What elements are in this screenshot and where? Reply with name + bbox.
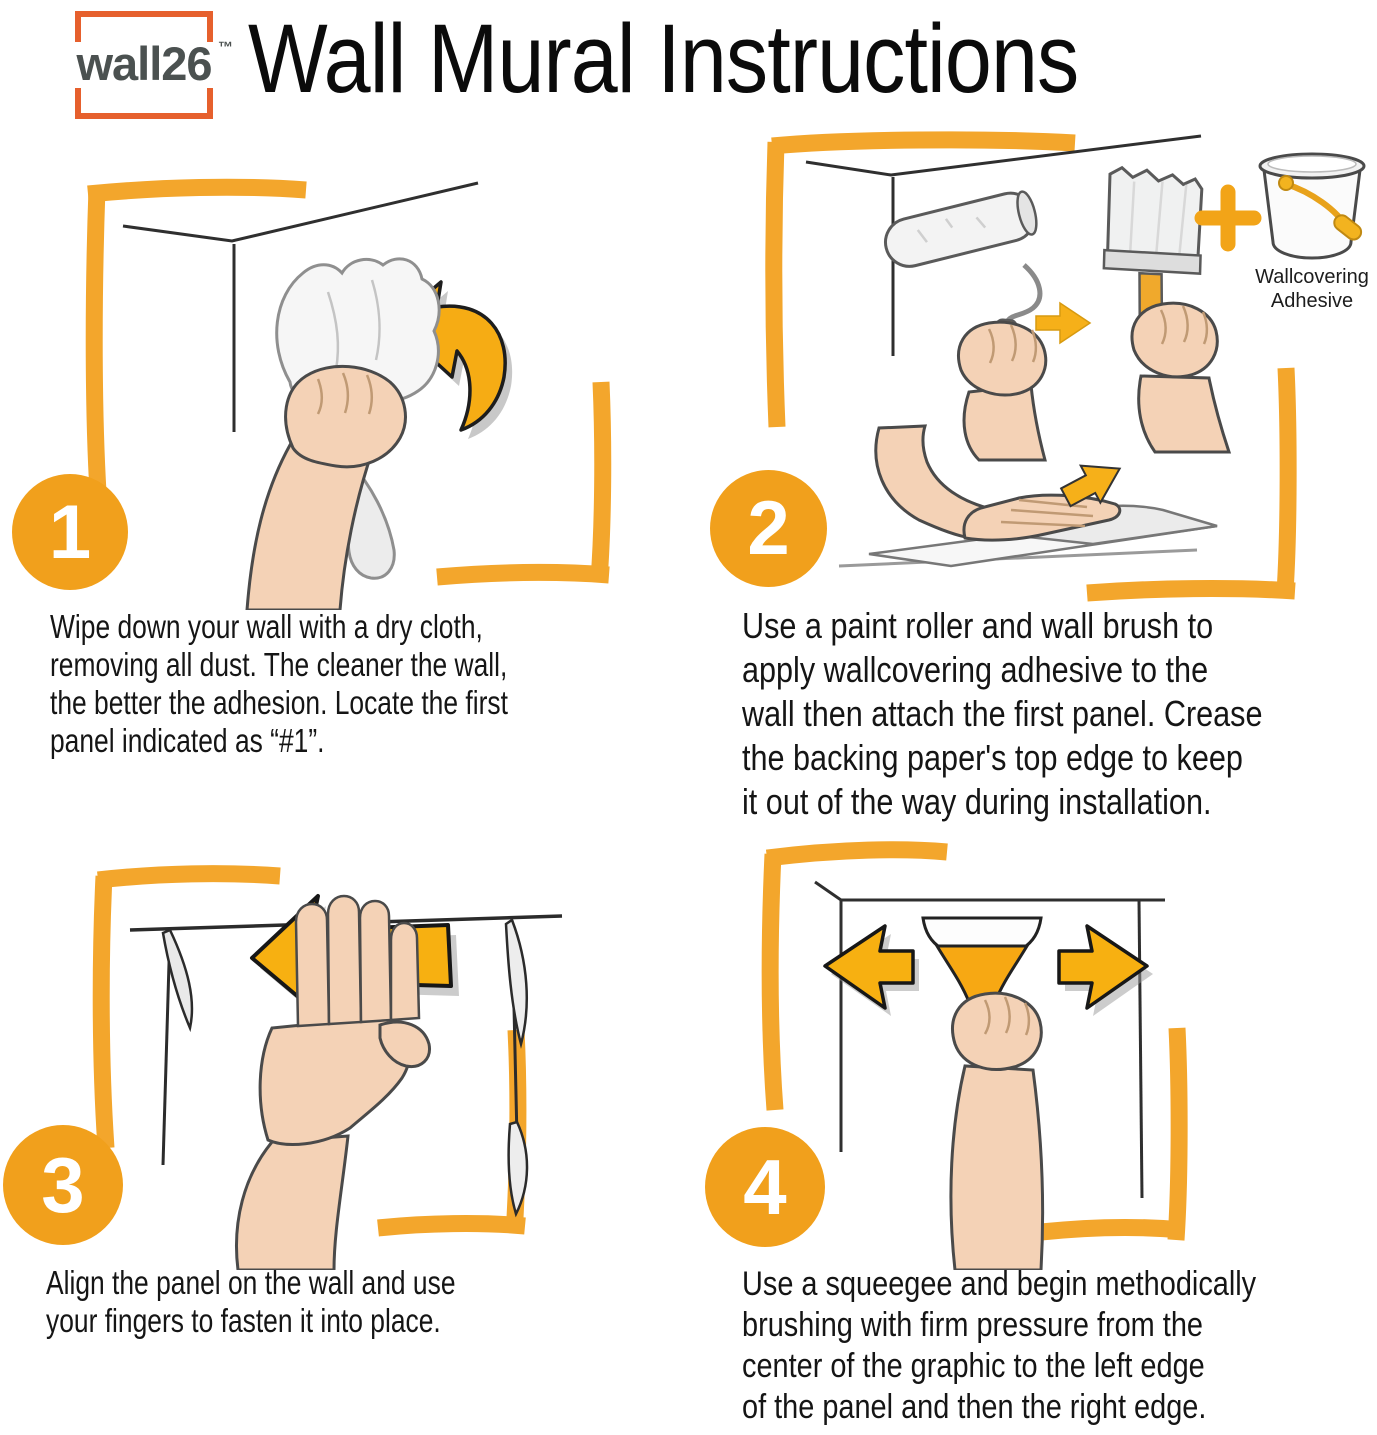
roller-hand-icon xyxy=(959,322,1046,460)
text-line: your fingers to fasten it into place. xyxy=(46,1302,441,1339)
step2-number-badge xyxy=(710,470,827,587)
text-line: panel indicated as “#1”. xyxy=(50,722,325,759)
adhesive-label-line2: Adhesive xyxy=(1270,290,1354,312)
corner-bracket-bottom-right-icon xyxy=(437,382,609,580)
step-number: 4 xyxy=(743,1142,787,1231)
arrow-right-icon xyxy=(1036,303,1090,343)
brush-hand-icon xyxy=(1132,303,1229,452)
step4-number-badge xyxy=(705,1127,825,1247)
text-line: Use a paint roller and wall brush to xyxy=(742,605,1214,646)
step1-description xyxy=(50,608,508,760)
text-line: it out of the way during installation. xyxy=(742,781,1212,822)
logo-wordmark: wall26 xyxy=(76,37,212,90)
step2-description xyxy=(742,604,1262,824)
text-line: removing all dust. The cleaner the wall, xyxy=(50,646,508,683)
step3-number-badge xyxy=(3,1125,123,1245)
step4-description xyxy=(742,1264,1256,1428)
squeegee-hand-icon xyxy=(951,993,1043,1270)
left-arrow-icon xyxy=(825,926,919,1016)
step-number: 2 xyxy=(747,486,790,571)
text-line: center of the graphic to the left edge xyxy=(742,1347,1205,1385)
text-line: Align the panel on the wall and use xyxy=(46,1264,456,1301)
text-line: Use a squeegee and begin methodically xyxy=(742,1265,1257,1303)
text-line: Wipe down your wall with a dry cloth, xyxy=(50,608,483,645)
text-line: wall then attach the first panel. Crease xyxy=(742,693,1263,734)
plus-icon xyxy=(1202,192,1254,244)
trademark-symbol: ™ xyxy=(218,39,233,56)
step1-number-badge xyxy=(12,474,128,590)
page-title: Wall Mural Instructions xyxy=(248,4,1079,113)
text-line: apply wallcovering adhesive to the xyxy=(742,649,1209,690)
corner-bracket-bottom-right-icon xyxy=(1041,1028,1183,1240)
text-line: the backing paper's top edge to keep xyxy=(742,737,1243,778)
text-line: the better the adhesion. Locate the first xyxy=(50,684,508,721)
text-line: of the panel and then the right edge. xyxy=(742,1388,1207,1426)
step-number: 1 xyxy=(48,489,92,575)
text-line: brushing with firm pressure from the xyxy=(742,1306,1203,1344)
adhesive-bucket-icon xyxy=(1260,154,1364,258)
step-number: 3 xyxy=(41,1140,85,1229)
adhesive-label-line1: Wallcovering xyxy=(1255,266,1369,288)
step3-description xyxy=(46,1264,456,1340)
